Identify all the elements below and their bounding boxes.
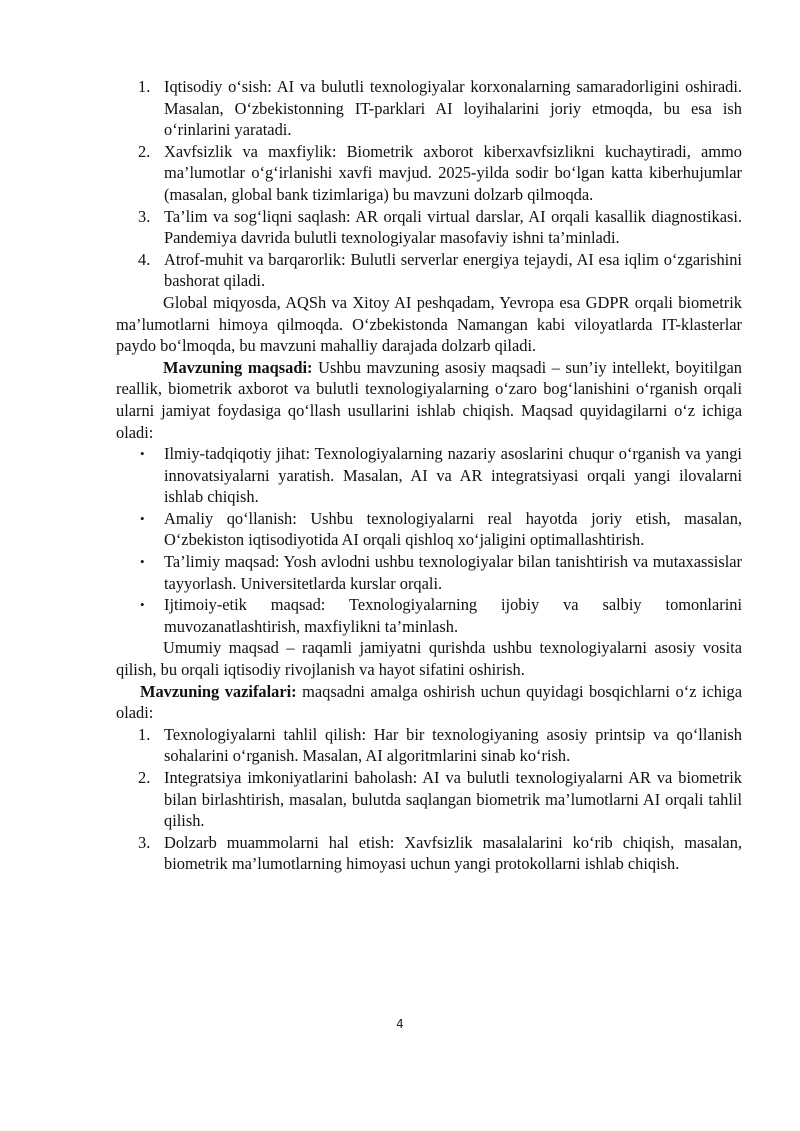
tasks-numbered-list	[116, 724, 742, 875]
list-item	[116, 508, 742, 551]
list-item	[116, 76, 742, 141]
list-marker: 3.	[138, 832, 151, 852]
list-item	[116, 206, 742, 249]
tasks-heading: Mavzuning vazifalari:	[140, 681, 297, 701]
goal-bullet-list	[116, 443, 742, 637]
list-item-text: Xavfsizlik va maxfiylik: Biometrik axborot kiberxavfsizlikni kuchaytiradi, ammo ma’lumotlar o‘g‘irlanishi xavfi mavjud. 2025-yilda sodir bo‘lgan katta kiberhujumlar (masalan, global bank tizimlariga) bu mavzuni dolzarb qilmoqda.	[164, 141, 742, 204]
list-item-text: Dolzarb muammolarni hal etish: Xavfsizlik masalalarini ko‘rib chiqish, masalan, biometrik ma’lumotlarning himoyasi uchun yangi protokollarni ishlab chiqish.	[164, 832, 742, 874]
goal-paragraph	[116, 357, 742, 443]
list-item	[116, 249, 742, 292]
list-item-text: Ta’lim va sog‘liqni saqlash: AR orqali virtual darslar, AI orqali kasallik diagnostikasi. Pandemiya davrida bulutli texnologiyalar masofaviy ishni ta’minladi.	[164, 206, 742, 248]
list-item-text: Ilmiy-tadqiqotiy jihat: Texnologiyalarning nazariy asoslarini chuqur o‘rganish va yangi innovatsiyalarni yaratish. Masalan, AI va AR integratsiyasi orqali yangi ilovalarni ishlab chiqish.	[164, 444, 742, 507]
global-paragraph: Global miqyosda, AQSh va Xitoy AI peshqadam, Yevropa esa GDPR orqali biometrik ma’lumotlarni himoya qilmoqda. O‘zbekistonda Namangan kabi viloyatlarda IT-klasterlar paydo bo‘lmoqda, bu mavzuni mahalliy darajada dolzarb qiladi.	[116, 292, 742, 356]
list-item	[116, 724, 742, 767]
bullet-icon: •	[140, 597, 145, 613]
general-goal-paragraph: Umumiy maqsad – raqamli jamiyatni qurishda ushbu texnologiyalarni asosiy vosita qilish, bu orqali iqtisodiy rivojlanish va hayot sifatini oshirish.	[116, 638, 742, 680]
bullet-icon: •	[140, 554, 145, 570]
list-item	[116, 767, 742, 832]
list-item-text: Atrof-muhit va barqarorlik: Bulutli serverlar energiya tejaydi, AI esa iqlim o‘zgarishini bashorat qiladi.	[164, 249, 742, 291]
list-item	[116, 551, 742, 594]
list-item	[116, 594, 742, 637]
intro-numbered-list	[116, 76, 742, 292]
list-item-text: Amaliy qo‘llanish: Ushbu texnologiyalarni real hayotda joriy etish, masalan, O‘zbekiston iqtisodiyotida AI orqali qishloq xo‘jaligini optimallashtirish.	[164, 508, 742, 550]
bullet-icon: •	[140, 446, 145, 462]
goal-text: Ushbu mavzuning asosiy maqsadi – sun’iy intellekt, boyitilgan reallik, biometrik axborot va bulutli texnologiyalarning o‘zaro bog‘lanishini o‘rganish orqali ularni jamiyat foydasiga qo‘llash usullarini ishlab chiqish. Maqsad quyidagilarni o‘z ichiga oladi:	[116, 357, 742, 442]
tasks-paragraph	[116, 681, 742, 724]
list-marker: 4.	[138, 249, 151, 269]
list-item	[116, 141, 742, 206]
list-item-text: Ijtimoiy-etik maqsad: Texnologiyalarning ijobiy va salbiy tomonlarini muvozanatlashtirish, maxfiylikni ta’minlash.	[164, 595, 742, 636]
list-item-text: Texnologiyalarni tahlil qilish: Har bir texnologiyaning asosiy printsip va qo‘llanish sohalarini o‘rganish. Masalan, AI algoritmlarini sinab ko‘rish.	[164, 724, 742, 766]
list-item-text: Ta’limiy maqsad: Yosh avlodni ushbu texnologiyalar bilan tanishtirish va mutaxassislar tayyorlash. Universitetlarda kurslar orqali.	[164, 552, 742, 593]
list-item-text: Iqtisodiy o‘sish: AI va bulutli texnologiyalar korxonalarning samaradorligini oshiradi. Masalan, O‘zbekistonning IT-parklari AI loyihalarini joriy etmoqda, bu esa ish o‘rinlarini yaratadi.	[164, 77, 742, 140]
tasks-text: maqsadni amalga oshirish uchun quyidagi bosqichlarni o‘z ichiga oladi:	[116, 681, 742, 723]
bullet-icon: •	[140, 510, 145, 526]
list-marker: 2.	[138, 768, 151, 787]
list-item	[116, 832, 742, 875]
list-marker: 1.	[138, 724, 151, 744]
list-item-text: Integratsiya imkoniyatlarini baholash: AI va bulutli texnologiyalarni AR va biometrik bilan birlashtirish, masalan, bulutda saqlangan biometrik ma’lumotlarni AI orqali tahlil qilish.	[164, 768, 742, 831]
page-number: 4	[396, 1017, 404, 1031]
list-marker: 3.	[138, 206, 151, 226]
list-marker: 2.	[138, 141, 151, 161]
list-marker: 1.	[138, 77, 151, 96]
page-content	[116, 76, 742, 875]
goal-heading: Mavzuning maqsadi:	[163, 357, 313, 377]
list-item	[116, 443, 742, 508]
